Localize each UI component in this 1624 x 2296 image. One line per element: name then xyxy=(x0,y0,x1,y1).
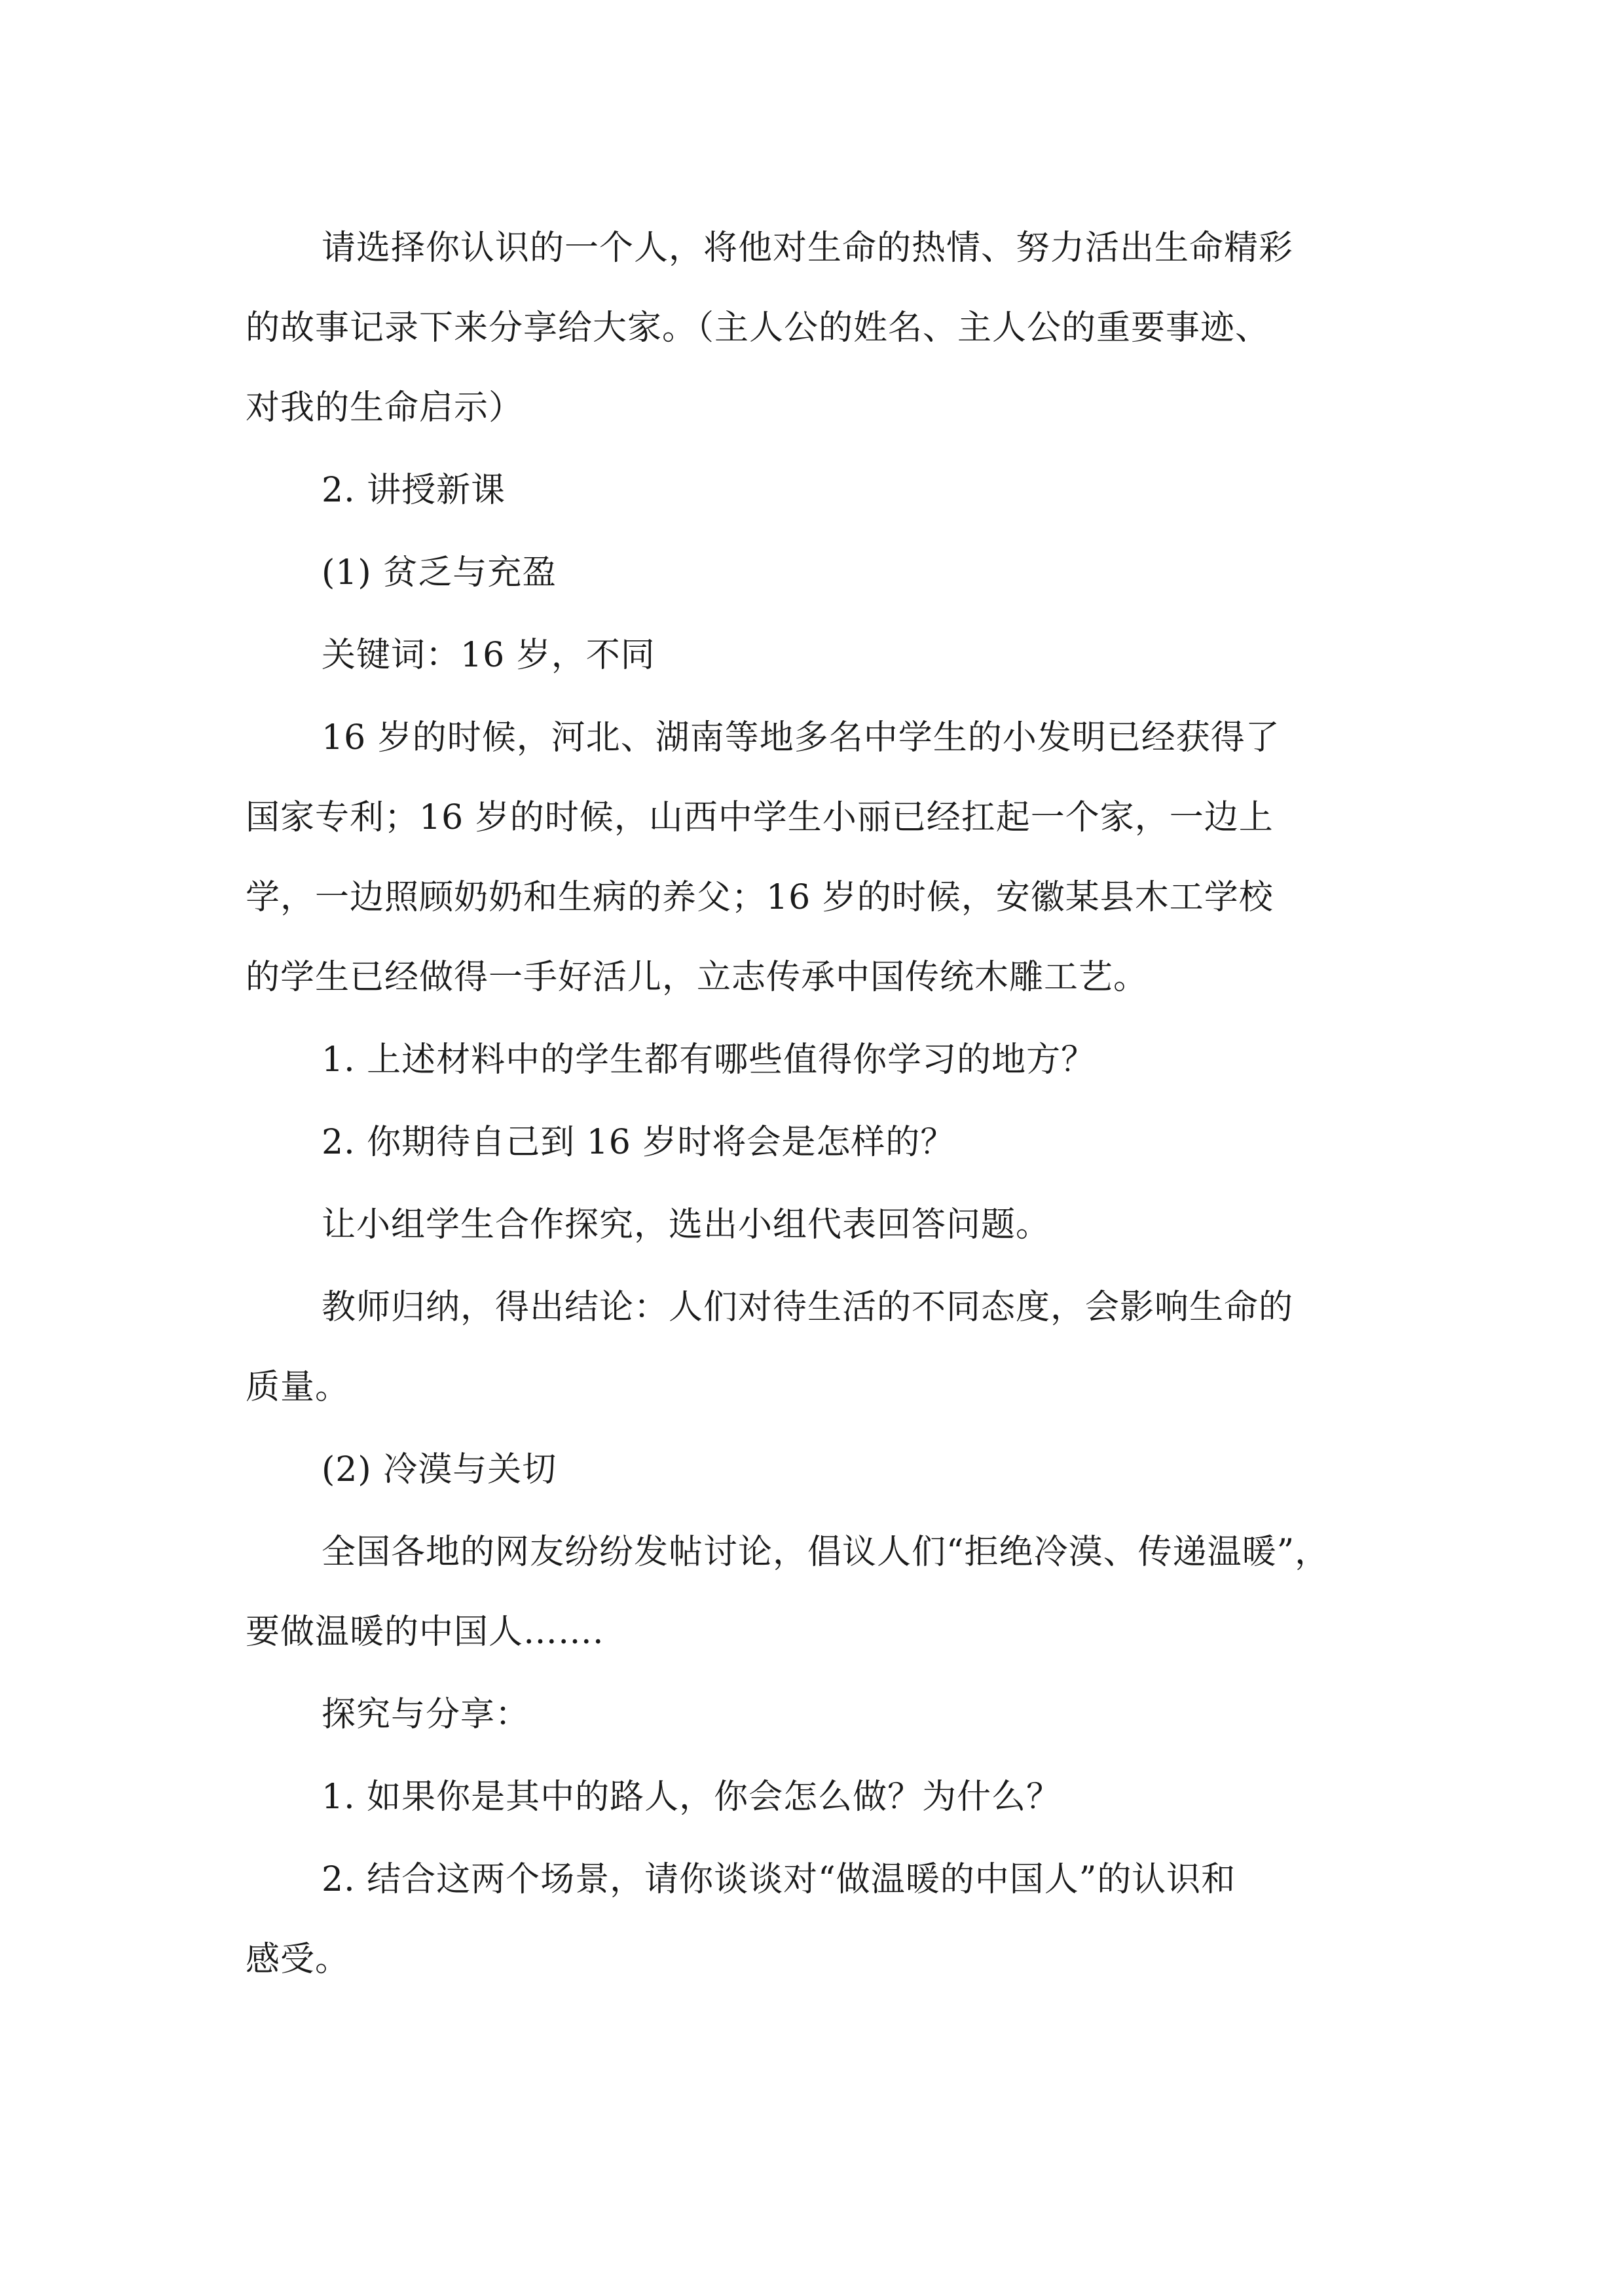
text-line: 国家专利；16 岁的时候，山西中学生小丽已经扛起一个家，一边上 xyxy=(246,798,1274,837)
text-line: 对我的生命启示） xyxy=(246,388,524,428)
subsection-heading xyxy=(246,1430,1378,1510)
text-line: 1. 如果你是其中的路人，你会怎么做？为什么？ xyxy=(322,1777,1061,1817)
paragraph-intro xyxy=(246,208,1378,448)
text-line: 2. 你期待自己到 16 岁时将会是怎样的？ xyxy=(322,1123,955,1162)
text-line: 1. 上述材料中的学生都有哪些值得你学习的地方？ xyxy=(322,1040,1096,1080)
paragraph-netizens xyxy=(246,1512,1378,1672)
document-body xyxy=(246,208,1378,2002)
text-line: 的故事记录下来分享给大家。（主人公的姓名、主人公的重要事迹、 xyxy=(246,308,1270,348)
text-line: 全国各地的网友纷纷发帖讨论，倡议人们“拒绝冷漠、传递温暖”， xyxy=(322,1533,1330,1572)
text-line: 教师归纳，得出结论：人们对待生活的不同态度，会影响生命的 xyxy=(322,1288,1294,1327)
text-line: 学，一边照顾奶奶和生病的养父；16 岁的时候，安徽某县木工学校 xyxy=(246,878,1274,917)
text-line: 质量。 xyxy=(246,1368,350,1407)
text-line: 的学生已经做得一手好活儿，立志传承中国传统木雕工艺。 xyxy=(246,958,1149,997)
question-item xyxy=(246,1102,1378,1182)
text-line: (1) 贫乏与充盈 xyxy=(322,553,557,592)
section-heading xyxy=(246,450,1378,530)
subsection-heading xyxy=(246,533,1378,613)
text-line: (2) 冷漠与关切 xyxy=(322,1450,557,1489)
explore-heading xyxy=(246,1675,1378,1755)
text-line: 探究与分享： xyxy=(322,1695,530,1734)
paragraph-material xyxy=(246,698,1378,1017)
question-item xyxy=(246,1020,1378,1100)
keywords-line xyxy=(246,615,1378,695)
text-line: 感受。 xyxy=(246,1940,350,1979)
text-line: 请选择你认识的一个人，将他对生命的热情、努力活出生命精彩 xyxy=(322,228,1294,268)
text-line: 要做温暖的中国人……. xyxy=(246,1613,604,1652)
text-line: 让小组学生合作探究，选出小组代表回答问题。 xyxy=(322,1205,1051,1245)
text-line: 2. 结合这两个场景，请你谈谈对“做温暖的中国人”的认识和 xyxy=(322,1860,1236,1899)
question-item xyxy=(246,1757,1378,1837)
text-line: 2. 讲授新课 xyxy=(322,471,506,510)
text-line: 关键词：16 岁，不同 xyxy=(322,636,655,675)
paragraph-conclusion xyxy=(246,1267,1378,1427)
text-line: 16 岁的时候，河北、湖南等地多名中学生的小发明已经获得了 xyxy=(322,718,1280,757)
paragraph-activity xyxy=(246,1185,1378,1265)
question-item xyxy=(246,1840,1378,1999)
